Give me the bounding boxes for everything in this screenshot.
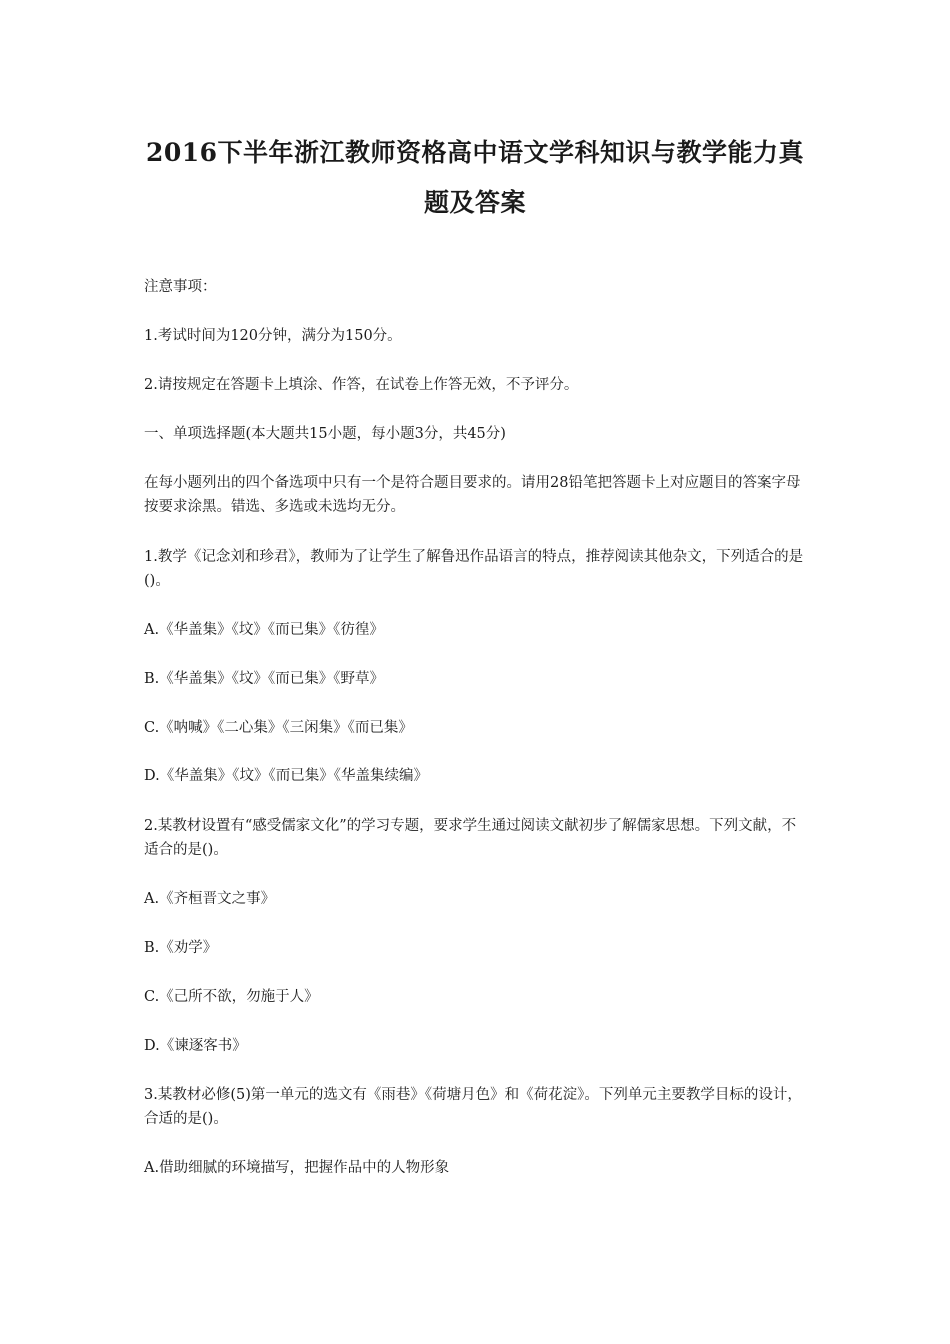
- question-3-stem: 3.某教材必修(5)第一单元的选文有《雨巷》《荷塘月色》和《荷花淀》。下列单元主要教学目标的设计，合适的是()。: [144, 1087, 802, 1127]
- notice-item-2: 2.请按规定在答题卡上填涂、作答，在试卷上作答无效，不予评分。: [144, 377, 579, 393]
- question-1-option-c: C.《呐喊》《二心集》《三闲集》《而已集》: [144, 720, 413, 736]
- notice-item-1: 1.考试时间为120分钟，满分为150分。: [144, 328, 402, 344]
- question-1-stem: 1.教学《记念刘和珍君》，教师为了让学生了解鲁迅作品语言的特点，推荐阅读其他杂文，下列适合的是()。: [144, 549, 804, 589]
- question-2-option-b: B.《劝学》: [144, 940, 218, 956]
- title-line-1: 2016下半年浙江教师资格高中语文学科知识与教学能力真: [145, 138, 805, 167]
- document-title: [120, 128, 830, 228]
- question-2-option-c: C.《己所不欲，勿施于人》: [144, 989, 319, 1005]
- question-1-option-a: A.《华盖集》《坟》《而已集》《彷徨》: [144, 622, 384, 638]
- question-1-option-b: B.《华盖集》《坟》《而已集》《野草》: [144, 671, 385, 687]
- section-1-instructions: 在每小题列出的四个备选项中只有一个是符合题目要求的。请用28铅笔把答题卡上对应题目的答案字母按要求涂黑。错选、多选或未选均无分。: [144, 475, 801, 515]
- question-2-stem: 2.某教材设置有“感受儒家文化”的学习专题，要求学生通过阅读文献初步了解儒家思想。下列文献，不适合的是()。: [144, 818, 797, 858]
- question-1-option-d: D.《华盖集》《坟》《而已集》《华盖集续编》: [144, 768, 428, 784]
- title-line-2: 题及答案: [423, 188, 526, 217]
- question-3-option-a: A.借助细腻的环境描写，把握作品中的人物形象: [144, 1160, 450, 1176]
- section-1-heading: 一、单项选择题(本大题共15小题，每小题3分，共45分): [144, 426, 506, 442]
- question-2-option-a: A.《齐桓晋文之事》: [144, 891, 276, 907]
- question-2-option-d: D.《谏逐客书》: [144, 1038, 247, 1054]
- notice-heading: 注意事项：: [144, 279, 217, 295]
